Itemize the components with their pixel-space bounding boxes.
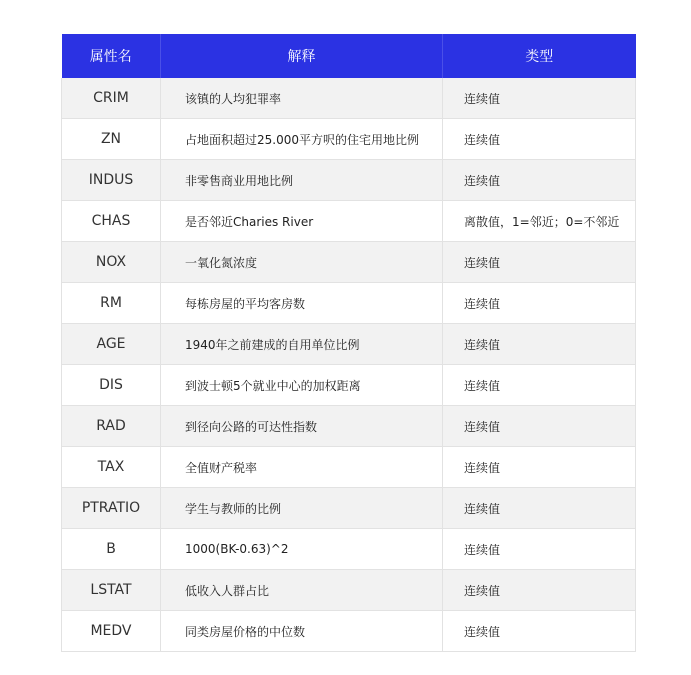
table-row bbox=[62, 78, 636, 119]
type-cell: 连续值 bbox=[443, 365, 636, 406]
header-row bbox=[62, 34, 636, 78]
attribute-name-cell: INDUS bbox=[62, 160, 161, 201]
attribute-name-cell: DIS bbox=[62, 365, 161, 406]
explanation-cell: 占地面积超过25.000平方呎的住宅用地比例 bbox=[161, 119, 443, 160]
type-cell: 连续值 bbox=[443, 78, 636, 119]
attribute-name-cell: CRIM bbox=[62, 78, 161, 119]
table-row bbox=[62, 119, 636, 160]
type-cell: 连续值 bbox=[443, 324, 636, 365]
explanation-cell: 学生与教师的比例 bbox=[161, 488, 443, 529]
attribute-name-cell: NOX bbox=[62, 242, 161, 283]
header-explanation: 解释 bbox=[161, 34, 443, 78]
attribute-name-cell: LSTAT bbox=[62, 570, 161, 611]
attribute-name-cell: CHAS bbox=[62, 201, 161, 242]
table-row bbox=[62, 406, 636, 447]
type-cell: 连续值 bbox=[443, 611, 636, 652]
table-row bbox=[62, 570, 636, 611]
attribute-name-cell: ZN bbox=[62, 119, 161, 160]
table-body bbox=[62, 78, 636, 652]
explanation-cell: 到波士顿5个就业中心的加权距离 bbox=[161, 365, 443, 406]
explanation-cell: 该镇的人均犯罪率 bbox=[161, 78, 443, 119]
type-cell: 连续值 bbox=[443, 447, 636, 488]
header-attribute-name: 属性名 bbox=[62, 34, 161, 78]
table-row bbox=[62, 324, 636, 365]
explanation-cell: 全值财产税率 bbox=[161, 447, 443, 488]
attribute-name-cell: RAD bbox=[62, 406, 161, 447]
explanation-cell: 每栋房屋的平均客房数 bbox=[161, 283, 443, 324]
explanation-cell: 一氧化氮浓度 bbox=[161, 242, 443, 283]
type-cell: 离散值，1=邻近；0=不邻近 bbox=[443, 201, 636, 242]
table-row bbox=[62, 365, 636, 406]
explanation-cell: 1940年之前建成的自用单位比例 bbox=[161, 324, 443, 365]
table-row bbox=[62, 283, 636, 324]
table-row bbox=[62, 201, 636, 242]
table-row bbox=[62, 447, 636, 488]
explanation-cell: 非零售商业用地比例 bbox=[161, 160, 443, 201]
table-header bbox=[62, 34, 636, 78]
type-cell: 连续值 bbox=[443, 283, 636, 324]
attribute-table-container bbox=[61, 34, 635, 652]
type-cell: 连续值 bbox=[443, 160, 636, 201]
type-cell: 连续值 bbox=[443, 570, 636, 611]
explanation-cell: 1000(BK-0.63)^2 bbox=[161, 529, 443, 570]
type-cell: 连续值 bbox=[443, 529, 636, 570]
table-row bbox=[62, 242, 636, 283]
explanation-cell: 是否邻近Charies River bbox=[161, 201, 443, 242]
attribute-name-cell: MEDV bbox=[62, 611, 161, 652]
attribute-name-cell: PTRATIO bbox=[62, 488, 161, 529]
table-row bbox=[62, 488, 636, 529]
attribute-name-cell: TAX bbox=[62, 447, 161, 488]
table-row bbox=[62, 160, 636, 201]
attribute-name-cell: AGE bbox=[62, 324, 161, 365]
type-cell: 连续值 bbox=[443, 488, 636, 529]
attribute-name-cell: RM bbox=[62, 283, 161, 324]
type-cell: 连续值 bbox=[443, 242, 636, 283]
attribute-table bbox=[61, 34, 636, 652]
explanation-cell: 低收入人群占比 bbox=[161, 570, 443, 611]
explanation-cell: 到径向公路的可达性指数 bbox=[161, 406, 443, 447]
attribute-name-cell: B bbox=[62, 529, 161, 570]
table-row bbox=[62, 529, 636, 570]
table-row bbox=[62, 611, 636, 652]
type-cell: 连续值 bbox=[443, 119, 636, 160]
type-cell: 连续值 bbox=[443, 406, 636, 447]
explanation-cell: 同类房屋价格的中位数 bbox=[161, 611, 443, 652]
header-type: 类型 bbox=[443, 34, 636, 78]
